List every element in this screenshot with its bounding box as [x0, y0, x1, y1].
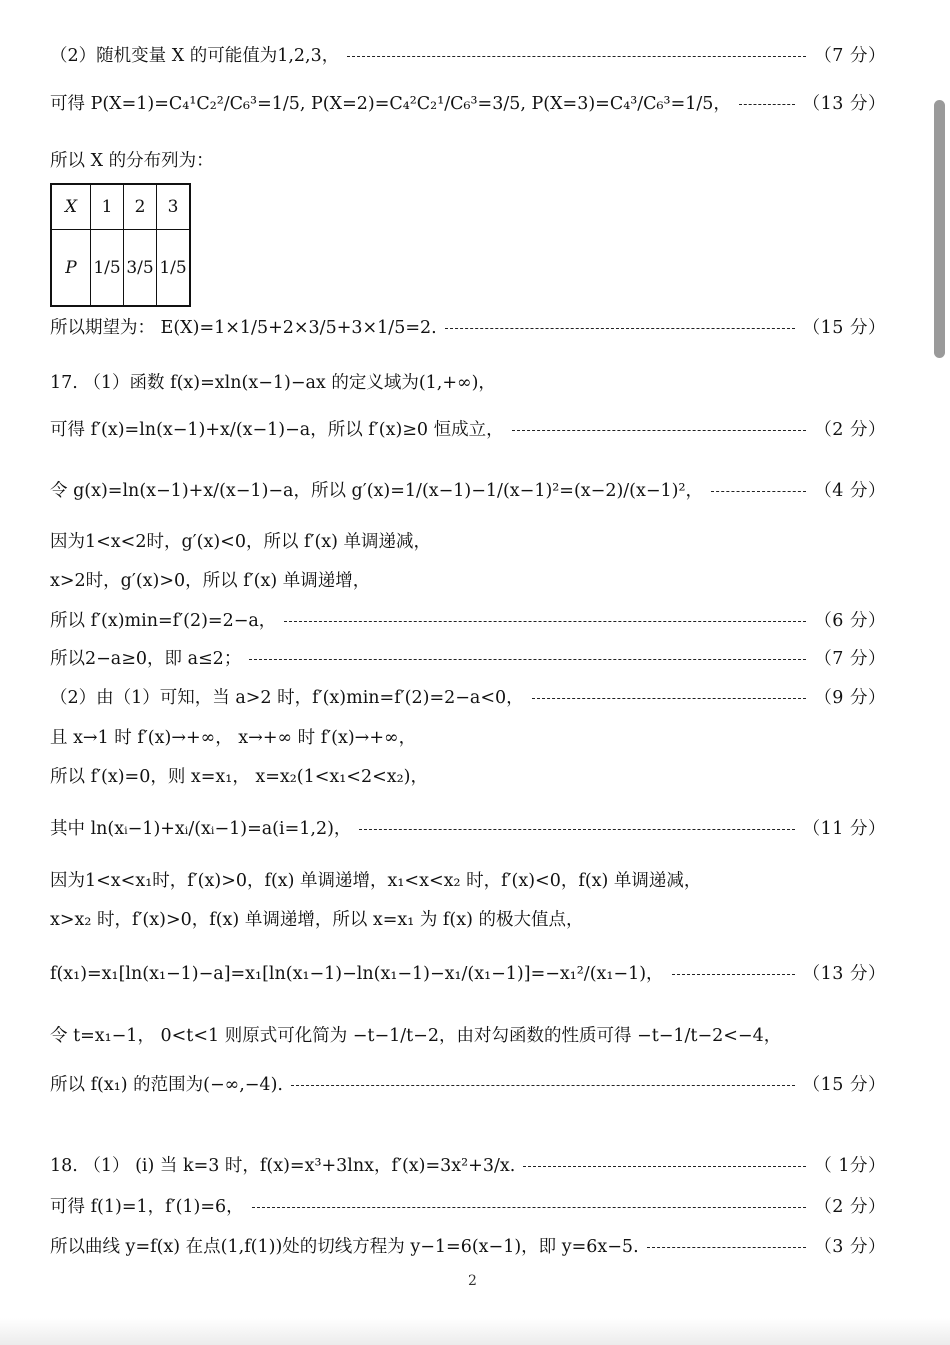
table-cell: X [51, 184, 91, 230]
table-cell: P [51, 230, 91, 307]
dash-leader [672, 974, 795, 975]
answer-line: 其中 ln(xᵢ−1)+xᵢ/(xᵢ−1)=a(i=1,2)， （11 分） [50, 815, 886, 840]
score-label: （7 分） [814, 649, 886, 669]
table-row [51, 184, 190, 230]
table-cell: 2 [124, 184, 157, 230]
score-label: （13 分） [802, 94, 886, 114]
answer-line: 因为1<x<x₁时，f′(x)>0，f(x) 单调递增，x₁<x<x₂ 时，f′(x)<0，f(x) 单调递减， [50, 871, 702, 891]
answer-line: 所以曲线 y=f(x) 在点(1,f(1))处的切线方程为 y−1=6(x−1)，即 y=6x−5. （3 分） [50, 1233, 886, 1258]
score-label: （11 分） [802, 819, 886, 839]
table-cell: 1/5 [91, 230, 124, 307]
answer-line: 所以2−a≥0，即 a≤2； （7 分） [50, 645, 886, 670]
answer-line: 令 t=x₁−1， 0<t<1 则原式可化简为 −t−1/t−2，由对勾函数的性质可得 −t−1/t−2<−4， [50, 1026, 782, 1046]
answer-line: 令 g(x)=ln(x−1)+x/(x−1)−a，所以 g′(x)=1/(x−1)−1/(x−1)²=(x−2)/(x−1)²， （4 分） [50, 477, 886, 502]
score-label: （9 分） [814, 688, 886, 708]
answer-line: 所以 X 的分布列为： [50, 151, 214, 171]
answer-line: 所以 f(x₁) 的范围为(−∞,−4). （15 分） [50, 1071, 886, 1096]
distribution-table [50, 183, 191, 307]
dash-leader [359, 829, 794, 830]
score-label: （2 分） [814, 1197, 886, 1217]
answer-line: x>x₂ 时，f′(x)>0，f(x) 单调递增，所以 x=x₁ 为 f(x) 的极大值点， [50, 910, 584, 930]
dash-leader [647, 1247, 807, 1248]
answer-line: 所以 f′(x)=0，则 x=x₁， x=x₂(1<x₁<2<x₂)， [50, 767, 428, 787]
answer-line: 所以 f′(x)min=f′(2)=2−a， （6 分） [50, 607, 886, 632]
answer-line: 可得 f(1)=1，f′(1)=6， （2 分） [50, 1193, 886, 1218]
score-label: （2 分） [814, 420, 886, 440]
page-edge-shadow [0, 1318, 950, 1345]
answer-line: x>2时，g′(x)>0，所以 f′(x) 单调递增， [50, 571, 371, 591]
score-label: （ 1分） [814, 1156, 886, 1176]
dash-leader [347, 56, 806, 57]
table-cell: 1 [91, 184, 124, 230]
answer-line: 18. （1） (i) 当 k=3 时，f(x)=x³+3lnx，f′(x)=3x²+3/x. （ 1分） [50, 1152, 886, 1177]
score-label: （6 分） [814, 611, 886, 631]
dash-leader [711, 491, 806, 492]
answer-line: （2）由（1）可知，当 a>2 时，f′(x)min=f′(2)=2−a<0， （9 分） [50, 684, 886, 709]
score-label: （15 分） [802, 1075, 886, 1095]
score-label: （13 分） [802, 964, 886, 984]
table-cell: 1/5 [157, 230, 191, 307]
page-number: 2 [468, 1273, 477, 1289]
answer-line: （2）随机变量 X 的可能值为1,2,3， （7 分） [50, 42, 886, 67]
table-cell: 3 [157, 184, 191, 230]
answer-line: 可得 f′(x)=ln(x−1)+x/(x−1)−a，所以 f′(x)≥0 恒成立， （2 分） [50, 416, 886, 441]
answer-line: 可得 P(X=1)=C₄¹C₂²/C₆³=1/5, P(X=2)=C₄²C₂¹/C₆³=3/5, P(X=3)=C₄³/C₆³=1/5， （13 分） [50, 90, 886, 115]
dash-leader [512, 430, 807, 431]
answer-line: 且 x→1 时 f′(x)→+∞， x→+∞ 时 f′(x)→+∞， [50, 728, 417, 748]
dash-leader [523, 1166, 806, 1167]
dash-leader [284, 621, 806, 622]
table-row [51, 230, 190, 307]
dash-leader [252, 1207, 807, 1208]
dash-leader [249, 659, 806, 660]
answer-line: 17. （1）函数 f(x)=xln(x−1)−ax 的定义域为(1,+∞)， [50, 373, 496, 393]
dash-leader [739, 104, 795, 105]
dash-leader [445, 328, 795, 329]
score-label: （4 分） [814, 481, 886, 501]
answer-line: 因为1<x<2时，g′(x)<0，所以 f′(x) 单调递减， [50, 532, 432, 552]
dash-leader [532, 698, 807, 699]
dash-leader [291, 1085, 795, 1086]
score-label: （3 分） [814, 1237, 886, 1257]
vertical-scrollbar[interactable] [934, 100, 945, 358]
score-label: （7 分） [814, 46, 886, 66]
answer-line: 所以期望为： E(X)=1×1/5+2×3/5+3×1/5=2. （15 分） [50, 314, 886, 339]
table-cell: 3/5 [124, 230, 157, 307]
score-label: （15 分） [802, 318, 886, 338]
answer-line: f(x₁)=x₁[ln(x₁−1)−a]=x₁[ln(x₁−1)−ln(x₁−1)−x₁/(x₁−1)]=−x₁²/(x₁−1)， （13 分） [50, 960, 886, 985]
